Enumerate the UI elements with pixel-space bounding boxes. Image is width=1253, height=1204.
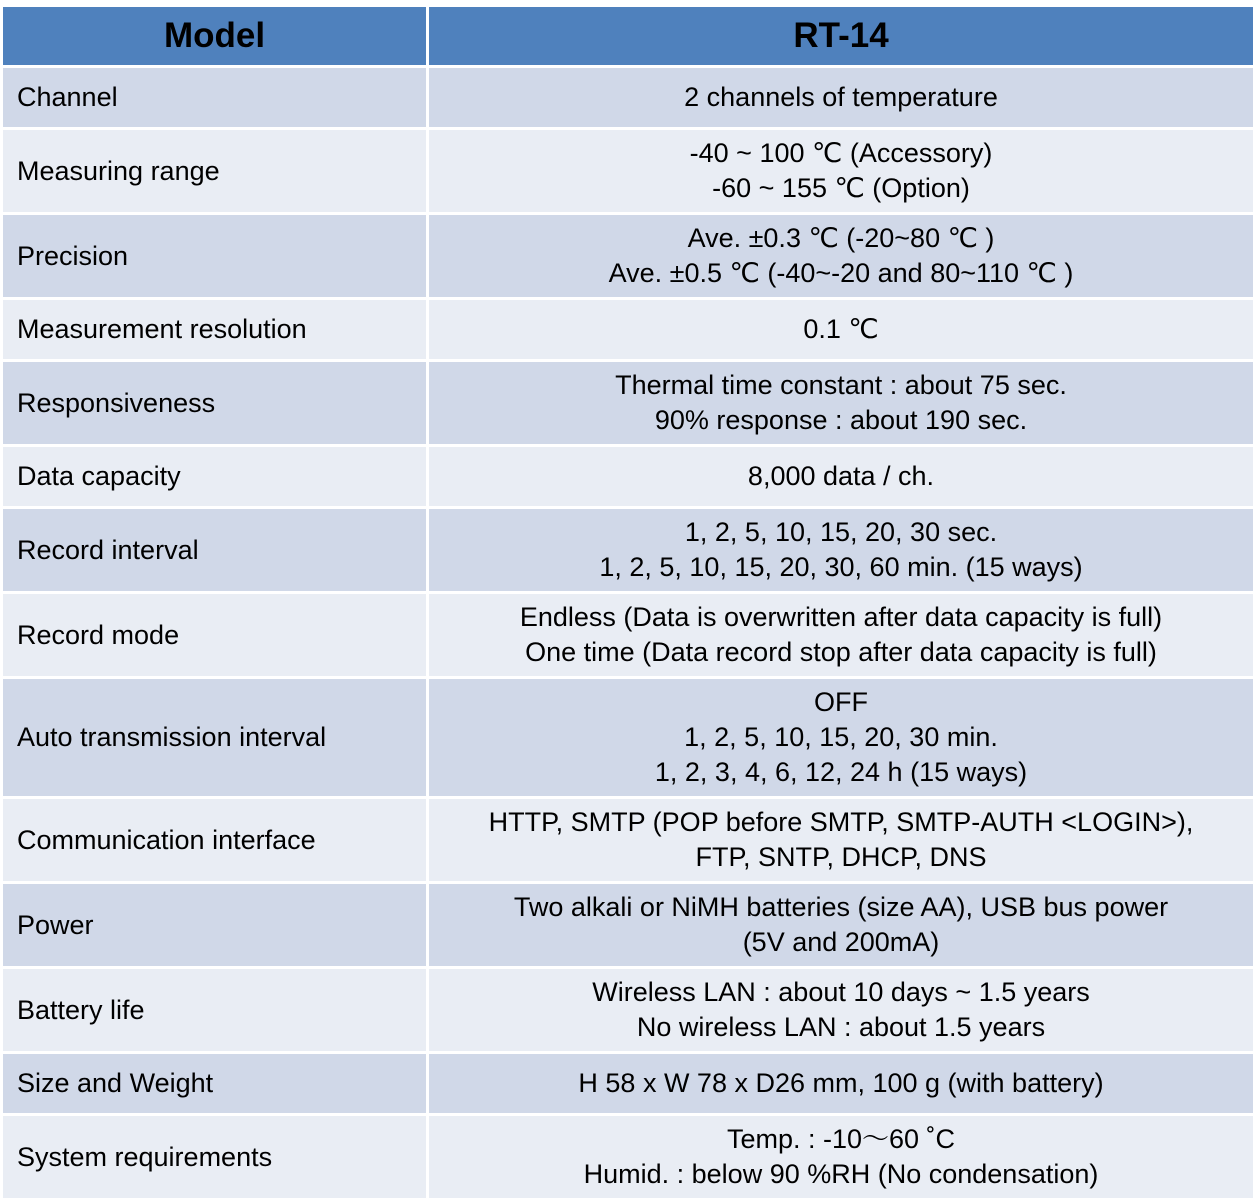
- spec-row-system-requirements: [2, 1115, 1253, 1200]
- spec-value: [428, 798, 1253, 883]
- spec-value-line: -40 ~ 100 ℃ (Accessory): [689, 138, 993, 168]
- spec-value: [428, 883, 1253, 968]
- spec-row-power: [2, 883, 1253, 968]
- spec-value-line: No wireless LAN : about 1.5 years: [636, 1012, 1046, 1042]
- spec-row-responsiveness: [2, 361, 1253, 446]
- spec-value: [428, 361, 1253, 446]
- spec-label: Data capacity: [2, 446, 428, 508]
- spec-label: Battery life: [2, 968, 428, 1053]
- spec-label: Record mode: [2, 593, 428, 678]
- spec-value-line: 1, 2, 5, 10, 15, 20, 30 min.: [684, 722, 998, 752]
- spec-row-record-mode: [2, 593, 1253, 678]
- spec-value-line: H 58 x W 78 x D26 mm, 100 g (with battery): [578, 1068, 1104, 1098]
- spec-value: [428, 446, 1253, 508]
- spec-label: Channel: [2, 67, 428, 129]
- spec-row-channel: [2, 67, 1253, 129]
- spec-value: [428, 67, 1253, 129]
- spec-value-line: 90% response : about 190 sec.: [654, 405, 1028, 435]
- spec-row-data-capacity: [2, 446, 1253, 508]
- spec-label: Record interval: [2, 508, 428, 593]
- spec-row-precision: [2, 214, 1253, 299]
- spec-row-record-interval: [2, 508, 1253, 593]
- spec-value-line: Temp. : -10～60 ˚C: [726, 1124, 956, 1154]
- spec-value: [428, 129, 1253, 214]
- spec-value: [428, 593, 1253, 678]
- spec-value: [428, 968, 1253, 1053]
- spec-value-line: 0.1 ℃: [803, 314, 879, 344]
- spec-value-line: OFF: [814, 687, 868, 717]
- spec-value-line: 1, 2, 5, 10, 15, 20, 30, 60 min. (15 ways): [599, 552, 1083, 582]
- spec-value: [428, 1053, 1253, 1115]
- spec-value-line: Endless (Data is overwritten after data capacity is full): [519, 602, 1163, 632]
- spec-label: Precision: [2, 214, 428, 299]
- spec-value-line: (5V and 200mA): [742, 927, 940, 957]
- spec-value-line: -60 ~ 155 ℃ (Option): [712, 173, 970, 203]
- spec-value: [428, 299, 1253, 361]
- spec-value-line: 1, 2, 5, 10, 15, 20, 30 sec.: [684, 517, 998, 547]
- spec-value-line: 8,000 data / ch.: [747, 461, 935, 491]
- spec-value: [428, 678, 1253, 798]
- spec-label: Measuring range: [2, 129, 428, 214]
- spec-label: Size and Weight: [2, 1053, 428, 1115]
- header-row: [2, 6, 1253, 67]
- spec-value-line: FTP, SNTP, DHCP, DNS: [695, 842, 987, 872]
- spec-label: System requirements: [2, 1115, 428, 1200]
- spec-label: Responsiveness: [2, 361, 428, 446]
- header-model-name: RT-14: [428, 6, 1253, 67]
- spec-label: Auto transmission interval: [2, 678, 428, 798]
- header-model: Model: [2, 6, 428, 67]
- spec-value-line: One time (Data record stop after data capacity is full): [525, 637, 1157, 667]
- spec-row-communication: [2, 798, 1253, 883]
- spec-value-line: 1, 2, 3, 4, 6, 12, 24 h (15 ways): [654, 757, 1028, 787]
- spec-row-measuring-range: [2, 129, 1253, 214]
- spec-row-resolution: [2, 299, 1253, 361]
- spec-table: [0, 4, 1253, 1201]
- spec-value: [428, 214, 1253, 299]
- spec-label: Measurement resolution: [2, 299, 428, 361]
- spec-value: [428, 508, 1253, 593]
- spec-value-line: Thermal time constant : about 75 sec.: [615, 370, 1067, 400]
- spec-value-line: 2 channels of temperature: [684, 82, 998, 112]
- spec-value-line: HTTP, SMTP (POP before SMTP, SMTP-AUTH <LOGIN>),: [488, 807, 1194, 837]
- spec-value-line: Wireless LAN : about 10 days ~ 1.5 years: [592, 977, 1090, 1007]
- spec-value: [428, 1115, 1253, 1200]
- spec-row-battery-life: [2, 968, 1253, 1053]
- spec-label: Communication interface: [2, 798, 428, 883]
- spec-label: Power: [2, 883, 428, 968]
- spec-value-line: Humid. : below 90 %RH (No condensation): [583, 1159, 1099, 1189]
- spec-row-size-weight: [2, 1053, 1253, 1115]
- spec-row-auto-transmission: [2, 678, 1253, 798]
- spec-value-line: Two alkali or NiMH batteries (size AA), USB bus power: [513, 892, 1169, 922]
- spec-value-line: Ave. ±0.3 ℃ (-20~80 ℃ ): [687, 223, 995, 253]
- spec-value-line: Ave. ±0.5 ℃ (-40~-20 and 80~110 ℃ ): [608, 258, 1074, 288]
